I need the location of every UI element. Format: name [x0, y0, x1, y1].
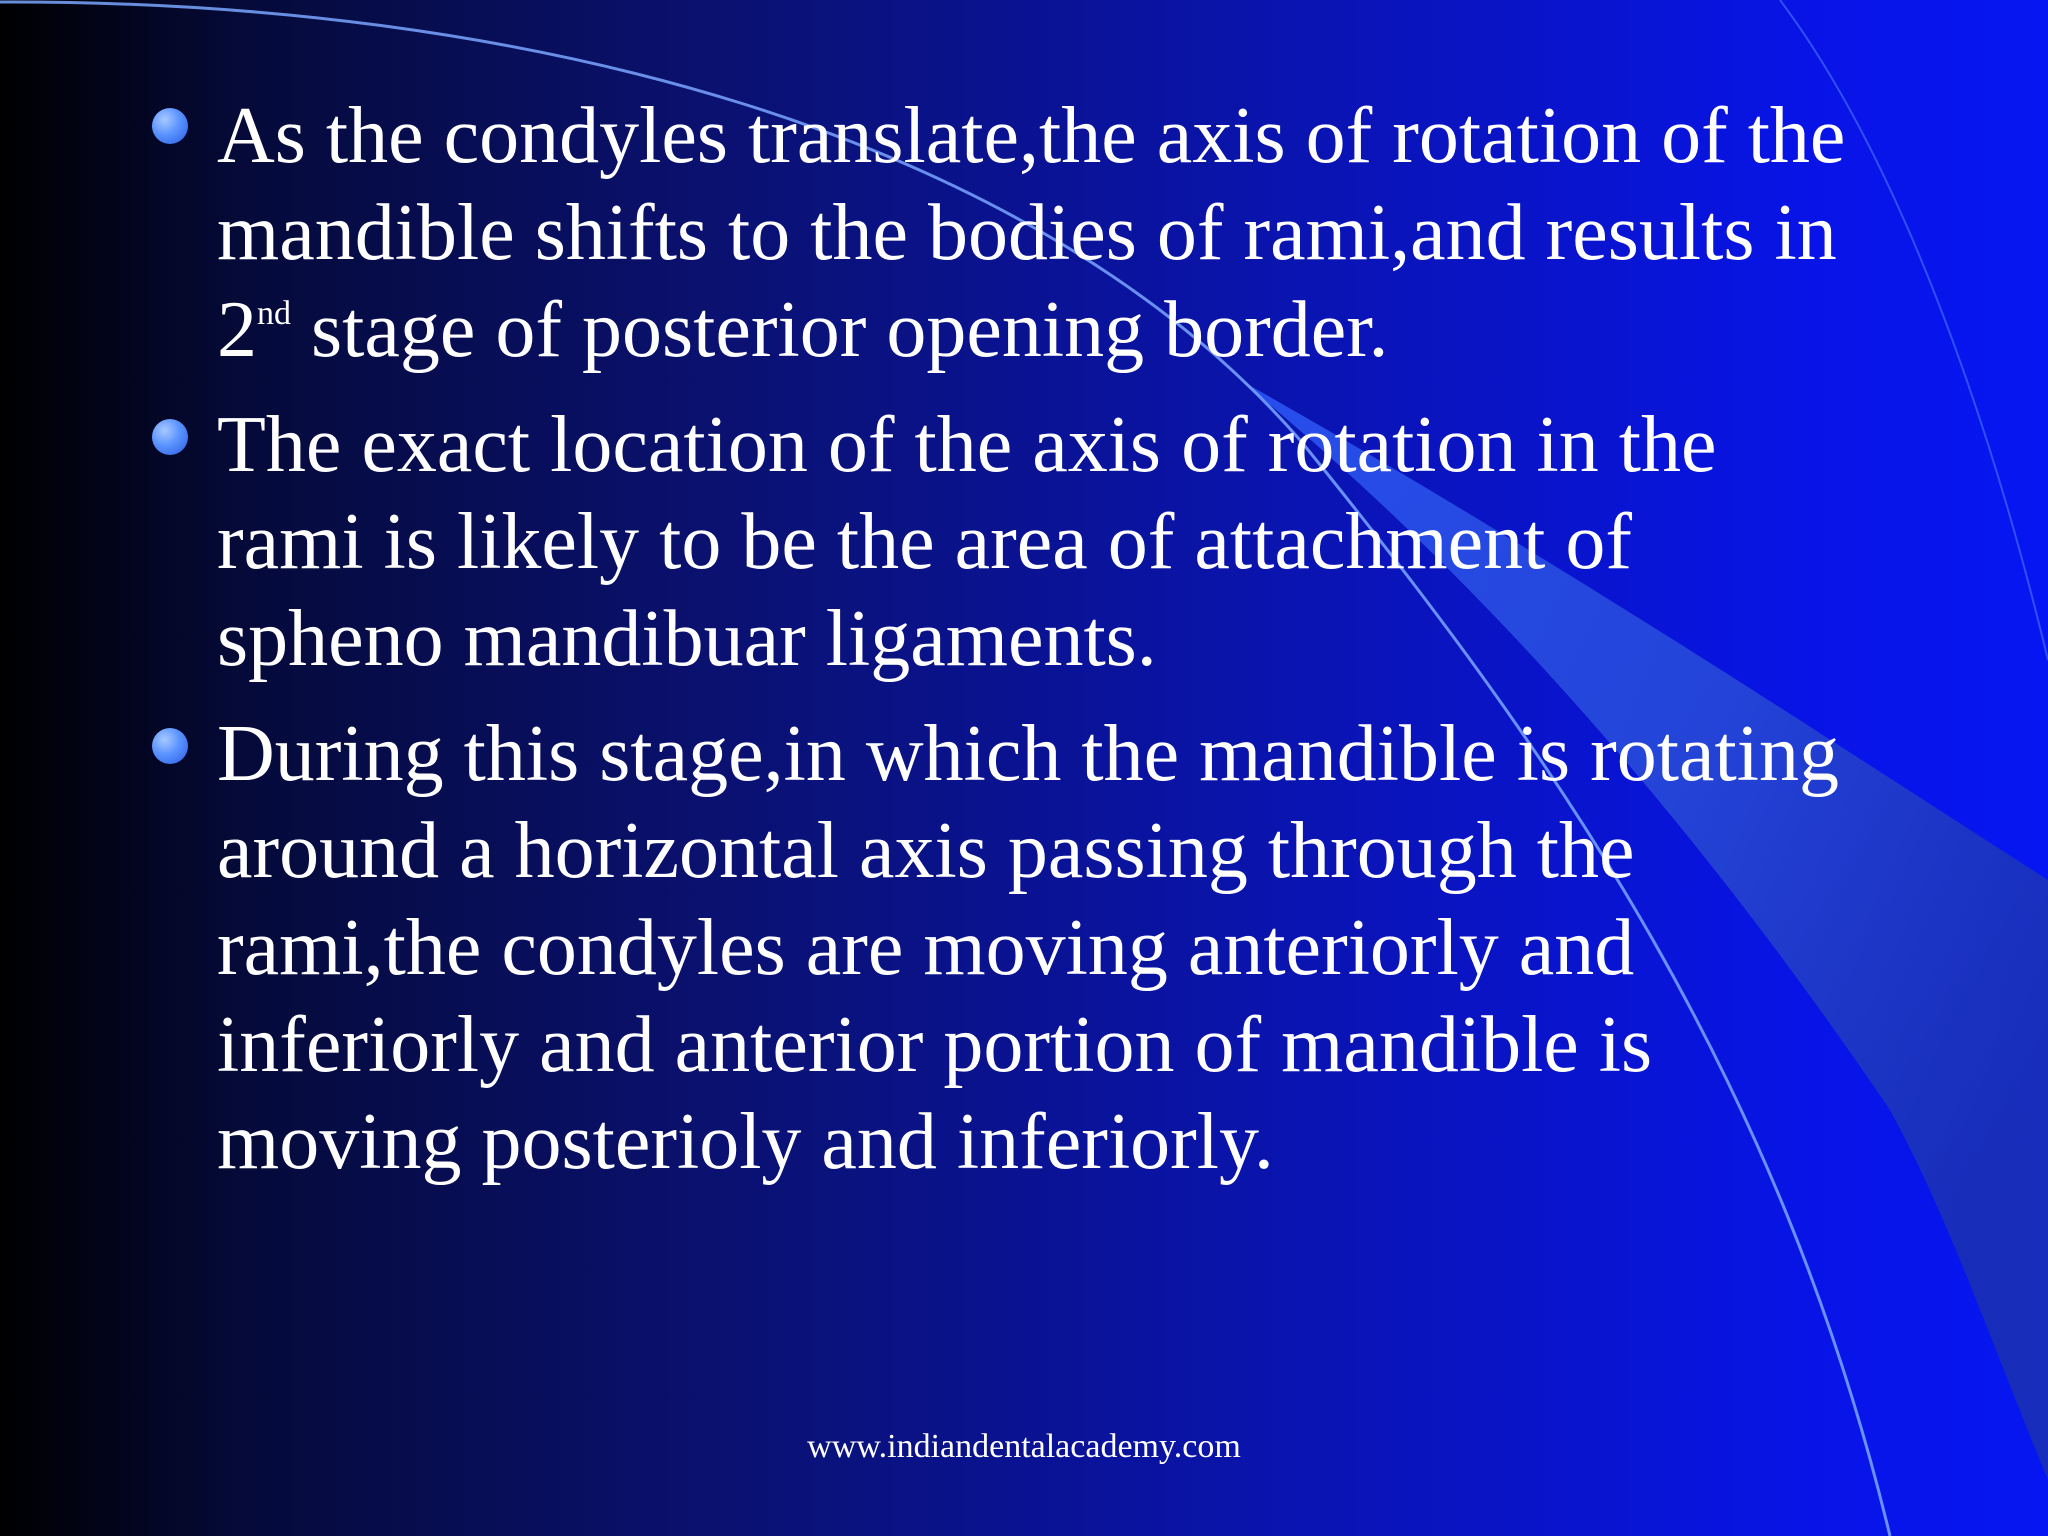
bullet-item-3 [140, 706, 1860, 1191]
bullet-dot-icon [152, 728, 188, 764]
footer-url: www.indiandentalacademy.com [807, 1428, 1241, 1465]
superscript-nd: nd [257, 295, 291, 332]
bullet-item-1 [140, 88, 1860, 379]
bullet-text-1b: stage of posterior opening border. [291, 286, 1389, 374]
bullet-item-2 [140, 397, 1860, 688]
bullet-dot-icon [152, 419, 188, 455]
bullet-dot-icon [152, 108, 188, 144]
slide-body [140, 88, 1860, 1209]
bullet-text-3: During this stage,in which the mandible is rotating around a horizontal axis passing through the rami,the condyles are moving anteriorly and inferiorly and anterior portion of mandible is moving posterioly and inferiorly. [217, 710, 1839, 1186]
bullet-list [140, 88, 1860, 1191]
bullet-text-1a: As the condyles translate,the axis of rotation of the mandible shifts to the bodies of rami,and results in 2 [217, 92, 1846, 374]
bullet-text-2: The exact location of the axis of rotation in the rami is likely to be the area of attachment of spheno mandibuar ligaments. [217, 401, 1717, 683]
